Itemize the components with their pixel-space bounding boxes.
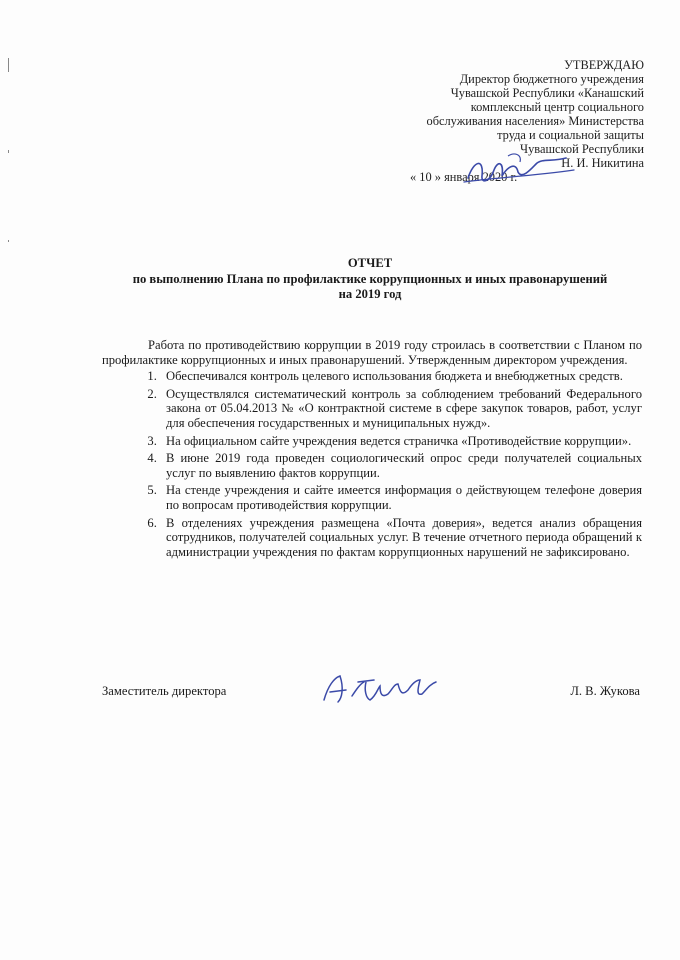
approval-line: Директор бюджетного учреждения	[459, 72, 644, 86]
intro-paragraph: Работа по противодействию коррупции в 2019 году строилась в соответствии с Планом по профилактике коррупционных и иных правонарушений. Утвержденным директором учреждения.	[102, 338, 642, 367]
approval-date: « 10 » января 2020 г.	[410, 170, 518, 184]
approval-line: обслуживания населения» Министерства	[426, 114, 644, 128]
measures-list	[102, 369, 642, 559]
report-subtitle-line2: на 2019 год	[338, 287, 402, 301]
list-item: 2. Осуществлялся систематический контроль за соблюдением требований Федерального закона от 05.04.2013 № «О контрактной системе в сфере закупок товаров, работ, услуг для обеспечения государственных и муниципальных нужд».	[160, 387, 642, 431]
approval-line: Н. И. Никитина	[561, 156, 644, 170]
list-item: 1. Обеспечивался контроль целевого использования бюджета и внебюджетных средств.	[160, 369, 642, 384]
approval-line: труда и социальной защиты	[497, 128, 644, 142]
list-item: 4. В июне 2019 года проведен социологический опрос среди получателей социальных услуг по выявлению фактов коррупции.	[160, 451, 642, 480]
report-body	[102, 338, 642, 562]
approval-line: комплексный центр социального	[470, 100, 644, 114]
director-signature	[462, 148, 582, 196]
list-item: 6. В отделениях учреждения размещена «Почта доверия», ведется анализ обращения сотрудников, получателей социальных услуг. В течение отчетного периода обращений к администрации учреждения по фактам коррупционных нарушений не зафиксировано.	[160, 516, 642, 560]
approval-line: Чувашской Республики «Канашский	[450, 86, 644, 100]
scan-edge-mark	[8, 240, 9, 242]
signer-name: Л. В. Жукова	[570, 684, 640, 698]
report-subtitle-line1: по выполнению Плана по профилактике коррупционных и иных правонарушений	[132, 271, 608, 286]
scan-edge-mark	[8, 58, 9, 72]
list-item: 5. На стенде учреждения и сайте имеется информация о действующем телефоне доверия по вопросам противодействия коррупции.	[160, 483, 642, 512]
deputy-signature	[318, 670, 442, 710]
scan-edge-mark	[8, 150, 9, 153]
report-title	[100, 256, 640, 303]
report-heading: ОТЧЕТ	[347, 256, 393, 270]
signer-role: Заместитель директора	[102, 684, 227, 698]
list-item: 3. На официальном сайте учреждения ведется страничка «Противодействие коррупции».	[160, 434, 642, 449]
approval-line: УТВЕРЖДАЮ	[564, 58, 644, 72]
approval-line: Чувашской Республики	[520, 142, 644, 156]
